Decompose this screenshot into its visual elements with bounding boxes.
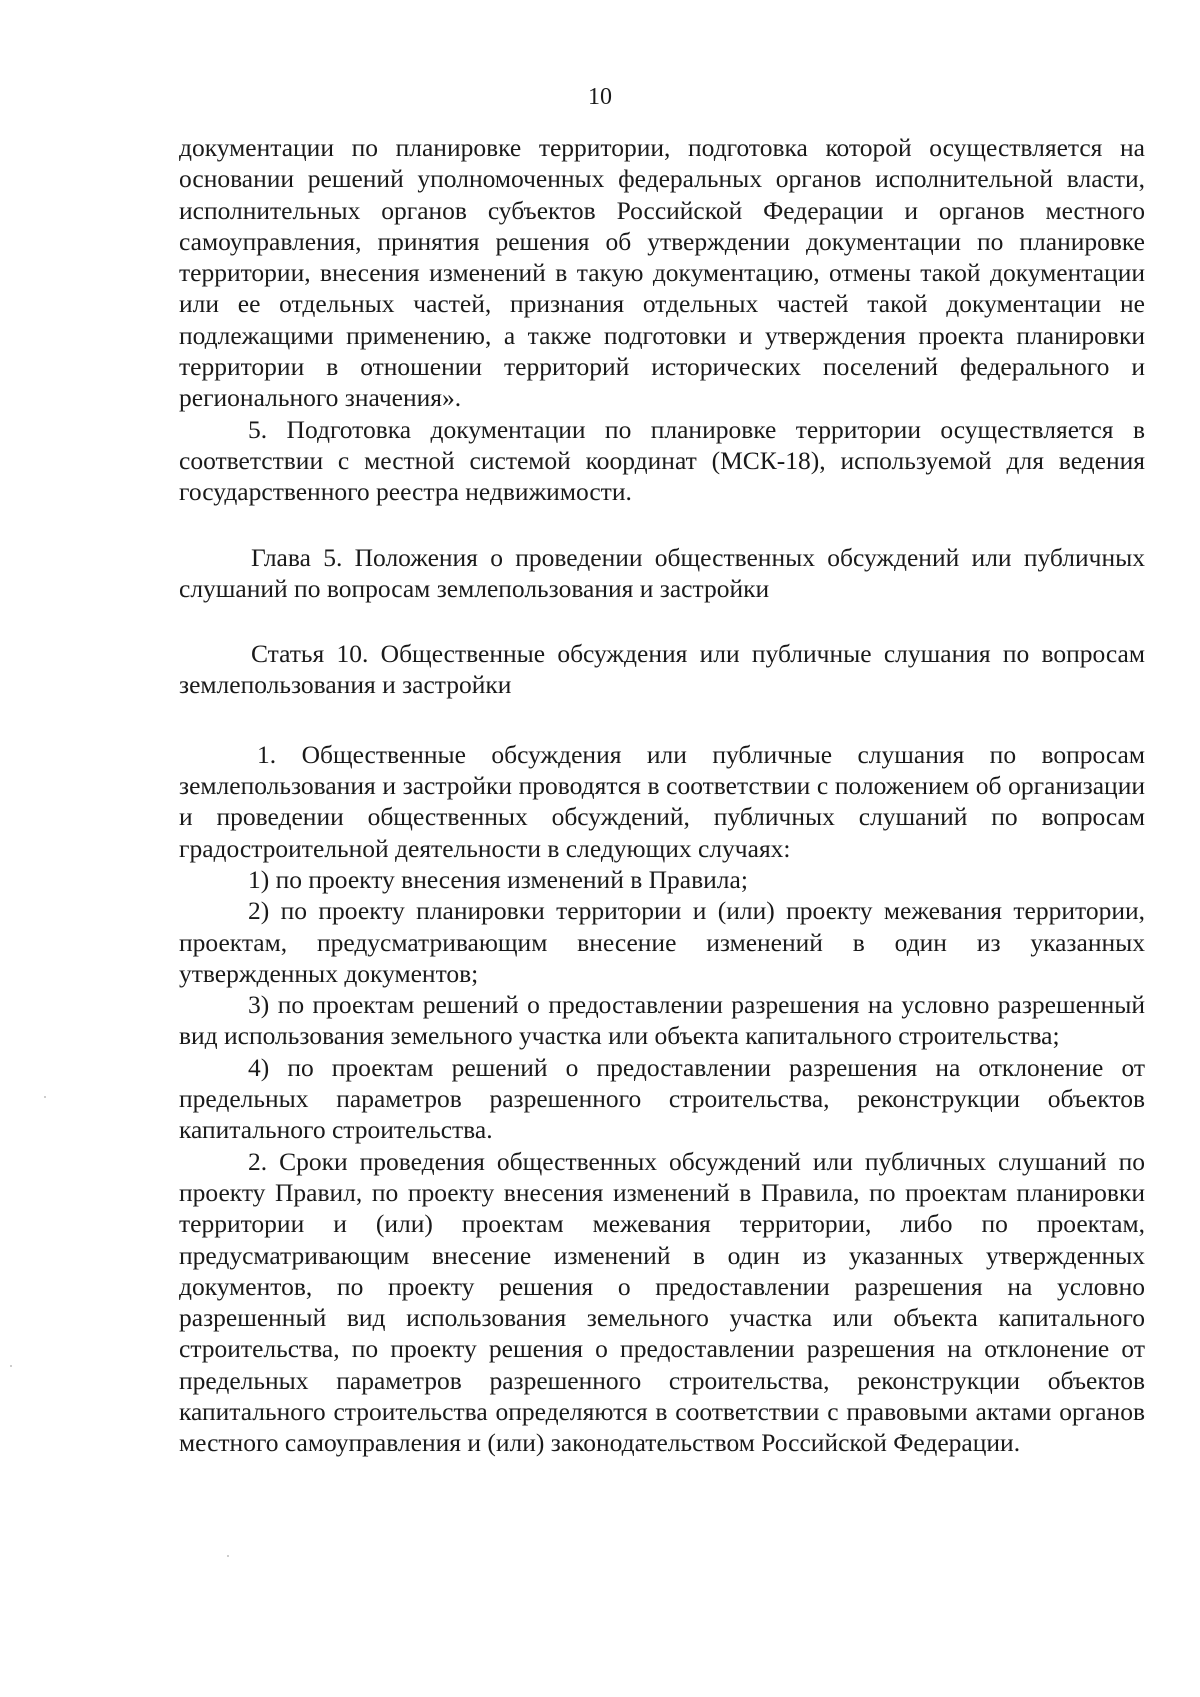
chapter-heading: Глава 5. Положения о проведении общественных обсуждений или публичных слушаний по вопросам землепользования и застройки bbox=[179, 542, 1145, 603]
list-item: 2) по проекту планировки территории и (или) проекту межевания территории, проектам, предусматривающим внесение изменений в один из указанных утвержденных документов; bbox=[179, 896, 1145, 988]
page-number: 10 bbox=[588, 84, 612, 110]
scan-speck bbox=[227, 1555, 229, 1557]
list-item: 4) по проектам решений о предоставлении разрешения на отклонение от предельных параметров разрешенного строительства, реконструкции объектов капитального строительства. bbox=[179, 1052, 1145, 1145]
document-body bbox=[179, 132, 1145, 1459]
article-paragraph-1: 1. Общественные обсуждения или публичные слушания по вопросам землепользования и застройки проводятся в соответствии с положением об организации и проведении общественных обсуждений, публичных слушаний по вопросам градостроительной деятельности в следующих случаях: bbox=[179, 739, 1145, 863]
list-item: 3) по проектам решений о предоставлении разрешения на условно разрешенный вид использования земельного участка или объекта капитального строительства; bbox=[179, 990, 1145, 1051]
article-paragraph-2: 2. Сроки проведения общественных обсуждений или публичных слушаний по проекту Правил, по проекту внесения изменений в Правила, по проектам планировки территории и (или) проектам межевания территории, либо по проектам, предусматривающим внесение изменений в один из указанных утвержденных документов, по проекту решения о предоставлении разрешения на условно разрешенный вид использования земельного участка или объекта капитального строительства, по проекту решения о предоставлении разрешения на отклонение от предельных параметров разрешенного строительства, реконструкции объектов капитального строительства определяются в соответствии с правовыми актами органов местного самоуправления и (или) законодательством Российской Федерации. bbox=[179, 1146, 1145, 1458]
item-5-paragraph: 5. Подготовка документации по планировке территории осуществляется в соответствии с местной системой координат (МСК-18), используемой для ведения государственного реестра недвижимости. bbox=[179, 414, 1145, 507]
list-item: 1) по проекту внесения изменений в Правила; bbox=[248, 864, 748, 894]
scan-speck bbox=[10, 1365, 12, 1367]
scan-speck bbox=[44, 1096, 46, 1098]
continuation-paragraph: документации по планировке территории, подготовка которой осуществляется на основании решений уполномоченных федеральных органов исполнительной власти, исполнительных органов субъектов Российской Федерации и органов местного самоуправления, принятия решения об утверждении документации по планировке территории, внесения изменений в такую документацию, отмены такой документации или ее отдельных частей, признания отдельных частей такой документации не подлежащими применению, а также подготовки и утверждения проекта планировки территории в отношении территорий исторических поселений федерального и регионального значения». bbox=[179, 133, 1145, 413]
article-heading: Статья 10. Общественные обсуждения или публичные слушания по вопросам землепользования и застройки bbox=[179, 639, 1145, 700]
